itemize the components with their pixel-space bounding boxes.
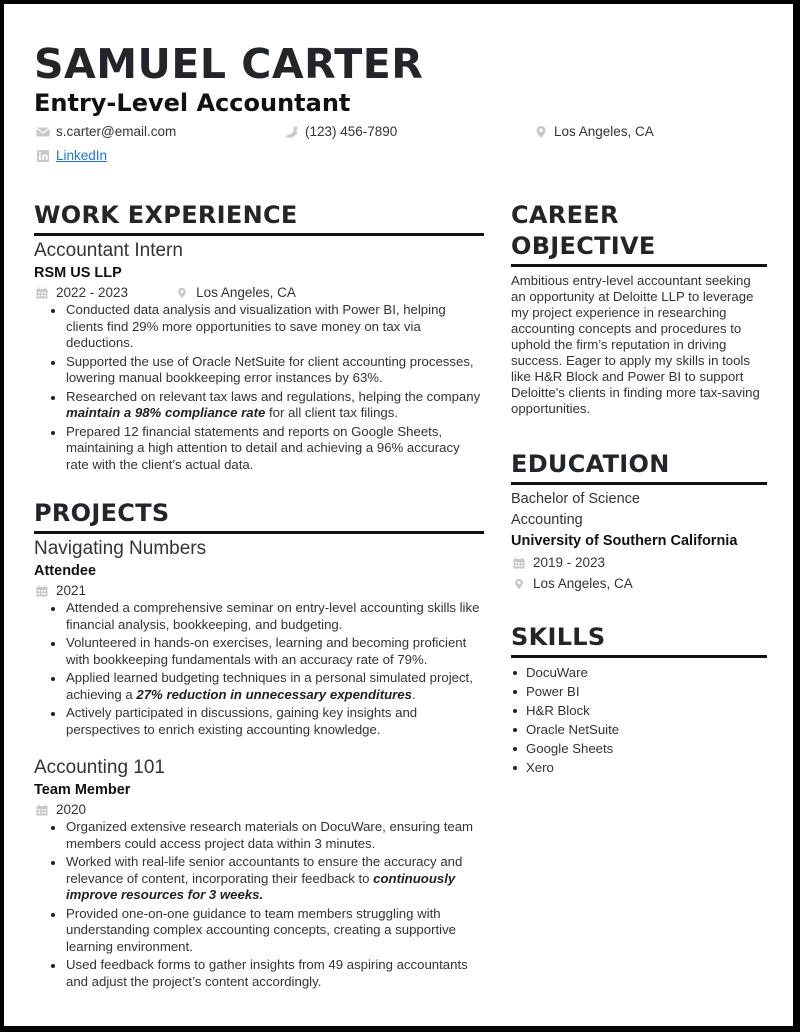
work-experience-section xyxy=(34,200,484,473)
project-entry xyxy=(34,756,484,990)
contact-location xyxy=(534,123,654,141)
calendar-icon xyxy=(36,287,48,299)
envelope-icon xyxy=(36,125,50,139)
section-heading-projects: PROJECTS xyxy=(34,498,484,534)
entry-dates: 2022 - 2023 xyxy=(56,285,129,300)
career-objective-section xyxy=(511,200,767,417)
bullet-item: Used feedback forms to gather insights from 49 aspiring accountants and adjust the project’s content accordingly. xyxy=(46,957,484,990)
calendar-icon xyxy=(36,585,48,597)
phone-text: (123) 456-7890 xyxy=(305,124,398,139)
education-section xyxy=(511,449,767,594)
entry-dates: 2021 xyxy=(56,583,87,598)
highlight-text: maintain a 98% compliance rate xyxy=(66,405,266,420)
highlight-text: 27% reduction in unnecessary expenditures xyxy=(136,686,412,702)
field-of-study: Accounting xyxy=(511,512,583,528)
job-title: Entry-Level Accountant xyxy=(34,89,351,117)
school-name: University of Southern California xyxy=(511,533,738,549)
bullet-item: Actively participated in discussions, gaining key insights and perspectives to enrich existing accounting knowledge. xyxy=(46,705,484,738)
entry-meta xyxy=(34,800,484,819)
objective-text: Ambitious entry-level accountant seeking an opportunity at Deloitte LLP to leverage my project experience in researching accounting concepts and procedures to uphold the firm’s reputation in driving success. Eager to apply my skills in tools like H&R Block and Power BI to support Deloitte's clients in finding more tax-saving opportunities. xyxy=(511,273,760,416)
entry-title: Accounting 101 xyxy=(34,757,165,778)
entry-title: Navigating Numbers xyxy=(34,538,207,559)
bullet-item: Conducted data analysis and visualization with Power BI, helping clients find 29% more opportunities to save money on tax via deductions. xyxy=(46,302,484,352)
skill-item: Power BI xyxy=(511,682,767,701)
skill-item: DocuWare xyxy=(511,663,767,682)
calendar-icon xyxy=(36,804,48,816)
education-dates: 2019 - 2023 xyxy=(511,552,767,573)
section-heading-career-objective: CAREER OBJECTIVE xyxy=(511,200,767,267)
calendar-icon xyxy=(513,557,525,569)
bullet-list xyxy=(46,600,484,738)
skills-list xyxy=(511,663,767,777)
experience-entry xyxy=(34,239,484,473)
map-pin-icon xyxy=(534,125,548,139)
bullet-item: Researched on relevant tax laws and regulations, helping the company maintain a 98% compliance rate for all client tax filings. xyxy=(46,389,484,422)
entry-title: Accountant Intern xyxy=(34,240,183,261)
email-text: s.carter@email.com xyxy=(56,124,177,139)
bullet-item: Attended a comprehensive seminar on entry-level accounting skills like financial analysis, bookkeeping, and budgeting. xyxy=(46,600,484,633)
linkedin-icon xyxy=(36,149,50,163)
skill-item: H&R Block xyxy=(511,701,767,720)
bullet-item: Organized extensive research materials on DocuWare, ensuring team members could access project data within 3 minutes. xyxy=(46,819,484,852)
entry-meta xyxy=(34,581,484,600)
skill-item: Xero xyxy=(511,758,767,777)
entry-meta xyxy=(34,283,484,302)
project-role: Attendee xyxy=(34,563,97,579)
contact-phone xyxy=(285,123,397,141)
project-role: Team Member xyxy=(34,782,131,798)
section-heading-education: EDUCATION xyxy=(511,449,767,485)
entry-dates: 2020 xyxy=(56,802,87,817)
phone-icon xyxy=(285,125,299,139)
section-heading-work-experience: WORK EXPERIENCE xyxy=(34,200,484,236)
education-location: Los Angeles, CA xyxy=(511,573,767,594)
left-column xyxy=(34,200,484,992)
bullet-item: Volunteered in hands-on exercises, learning and becoming proficient with bookkeeping fundamentals with an accuracy rate of 79%. xyxy=(46,635,484,668)
resume-page xyxy=(4,4,793,1026)
linkedin-link[interactable]: LinkedIn xyxy=(56,148,108,163)
skill-item: Google Sheets xyxy=(511,739,767,758)
section-heading-skills: SKILLS xyxy=(511,622,767,658)
bullet-item: Applied learned budgeting techniques in a personal simulated project, achieving a 27% reduction in unnecessary expenditures. xyxy=(46,670,484,703)
project-entry xyxy=(34,537,484,738)
candidate-name: SAMUEL CARTER xyxy=(34,40,424,88)
contact-email xyxy=(36,123,176,141)
skills-section xyxy=(511,622,767,777)
right-column xyxy=(511,200,767,777)
map-pin-icon xyxy=(513,578,525,590)
projects-section xyxy=(34,498,484,990)
entry-location: Los Angeles, CA xyxy=(196,285,296,300)
highlight-text: continuously improve resources for 3 weeks. xyxy=(66,870,456,902)
contact-linkedin[interactable] xyxy=(36,147,107,165)
bullet-item: Provided one-on-one guidance to team members struggling with understanding complex accounting concepts, creating a supportive learning environment. xyxy=(46,906,484,956)
map-pin-icon xyxy=(176,287,188,299)
bullet-item: Supported the use of Oracle NetSuite for client accounting processes, lowering manual bookkeeping error instances by 63%. xyxy=(46,354,484,387)
bullet-item: Prepared 12 financial statements and reports on Google Sheets, maintaining a high attention to detail and achieving a 96% accuracy rate with the client’s actual data. xyxy=(46,424,484,474)
bullet-list xyxy=(46,819,484,990)
skill-item: Oracle NetSuite xyxy=(511,720,767,739)
company-name: RSM US LLP xyxy=(34,265,122,281)
degree: Bachelor of Science xyxy=(511,491,640,507)
bullet-list xyxy=(46,302,484,473)
location-text: Los Angeles, CA xyxy=(554,124,654,139)
bullet-item: Worked with real-life senior accountants to ensure the accuracy and relevance of content, incorporating their feedback to continuously improve resources for 3 weeks. xyxy=(46,854,484,904)
